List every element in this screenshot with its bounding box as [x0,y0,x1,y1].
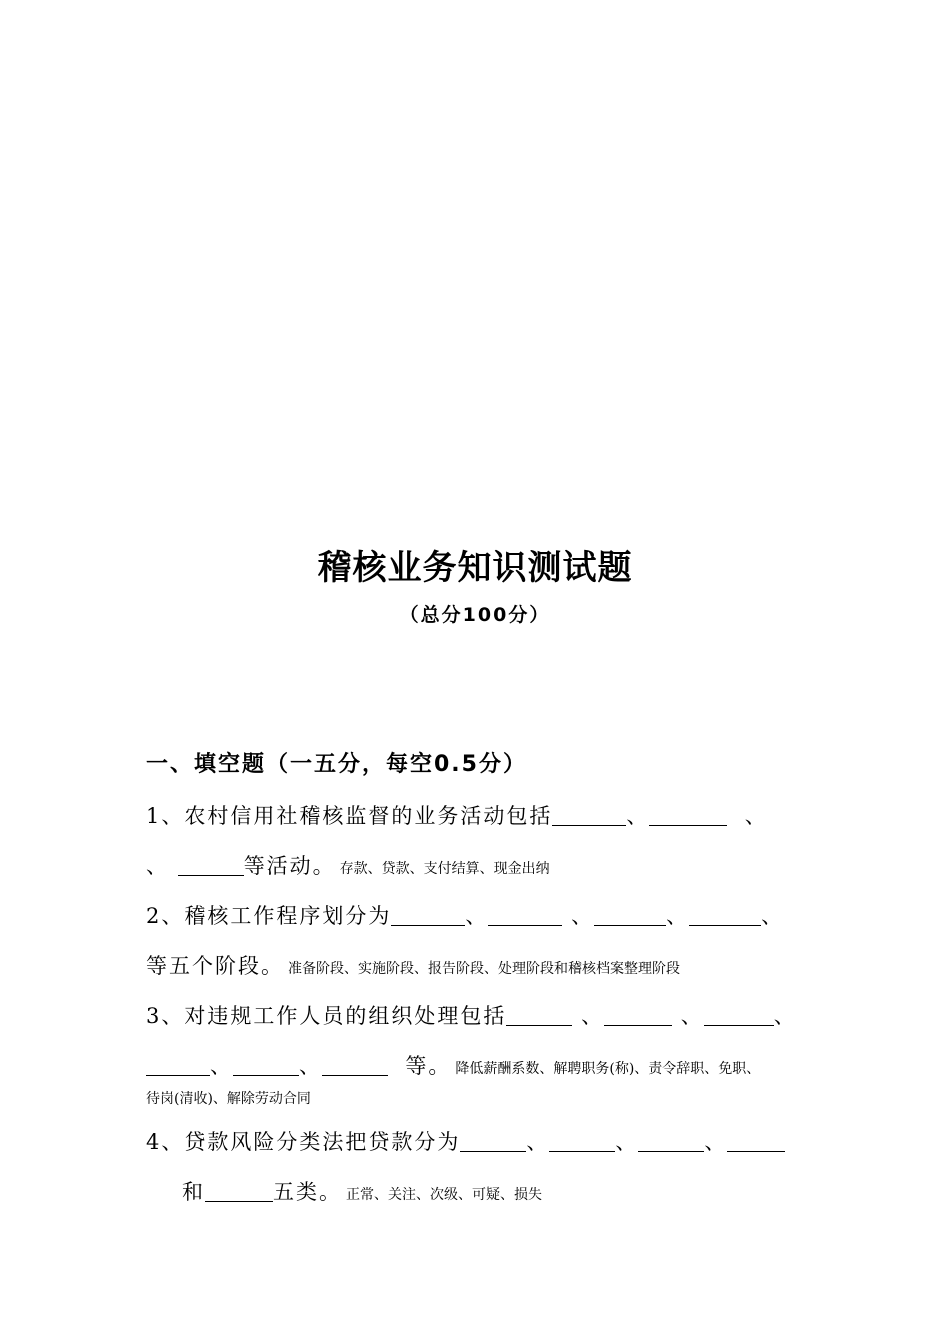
question-2-line-1 [146,900,784,930]
blank [178,853,244,876]
separator: 、 [465,904,489,928]
question-3-suffix: 等。 [405,1054,452,1078]
question-2-line-2 [146,950,680,980]
separator: 、 [744,804,768,828]
blank [727,1129,785,1152]
blank [506,1003,572,1026]
answer-text: 降低薪酬系数、解聘职务(称)、责令辞职、免职、 [455,1061,761,1077]
separator: 、 [666,904,690,928]
blank [488,903,562,926]
separator: 、 [526,1130,550,1154]
answer-text: 正常、关注、次级、可疑、损失 [346,1187,542,1203]
separator: 、 [680,1004,704,1028]
question-4-prefix: 和 [182,1180,205,1204]
separator: 、 [581,1004,605,1028]
blank [649,803,727,826]
blank [233,1053,299,1076]
question-1-line-1 [146,800,768,830]
question-2-suffix: 等五个阶段。 [146,954,284,978]
question-1-text: 1、农村信用社稽核监督的业务活动包括 [146,804,553,828]
answer-text: 存款、贷款、支付结算、现金出纳 [339,861,550,877]
blank [552,803,626,826]
separator: 、 [704,1130,728,1154]
blank [391,903,465,926]
separator: 、 [299,1054,322,1078]
blank [322,1053,388,1076]
question-4-suffix: 五类。 [273,1180,342,1204]
page-subtitle: （总分100分） [399,604,551,626]
blank [604,1003,672,1026]
separator: 、 [761,904,785,928]
blank [460,1129,526,1152]
separator: 、 [626,804,650,828]
blank [704,1003,774,1026]
blank [638,1129,704,1152]
blank [205,1179,273,1202]
answer-text: 准备阶段、实施阶段、报告阶段、处理阶段和稽核档案整理阶段 [288,961,680,977]
question-3-line-1 [146,1000,797,1030]
question-4-line-2 [182,1176,542,1206]
question-4-line-1 [146,1126,785,1156]
section-heading: 一、填空题（一五分，每空0.5分） [146,752,527,777]
blank [146,1053,210,1076]
separator: 、 [146,854,169,878]
question-3-text: 3、对违规工作人员的组织处理包括 [146,1004,507,1028]
blank [689,903,761,926]
page-title: 稽核业务知识测试题 [317,548,633,588]
separator: 、 [615,1130,639,1154]
question-4-text: 4、贷款风险分类法把贷款分为 [146,1130,461,1154]
separator: 、 [773,1004,797,1028]
blank [594,903,666,926]
blank [549,1129,615,1152]
question-1-suffix: 等活动。 [243,854,336,878]
separator: 、 [571,904,595,928]
question-2-text: 2、稽核工作程序划分为 [146,904,392,928]
answer-continuation: 待岗(清收)、解除劳动合同 [146,1091,311,1107]
question-1-line-2 [146,850,550,880]
question-3-line-2 [146,1050,760,1080]
separator: 、 [210,1054,233,1078]
